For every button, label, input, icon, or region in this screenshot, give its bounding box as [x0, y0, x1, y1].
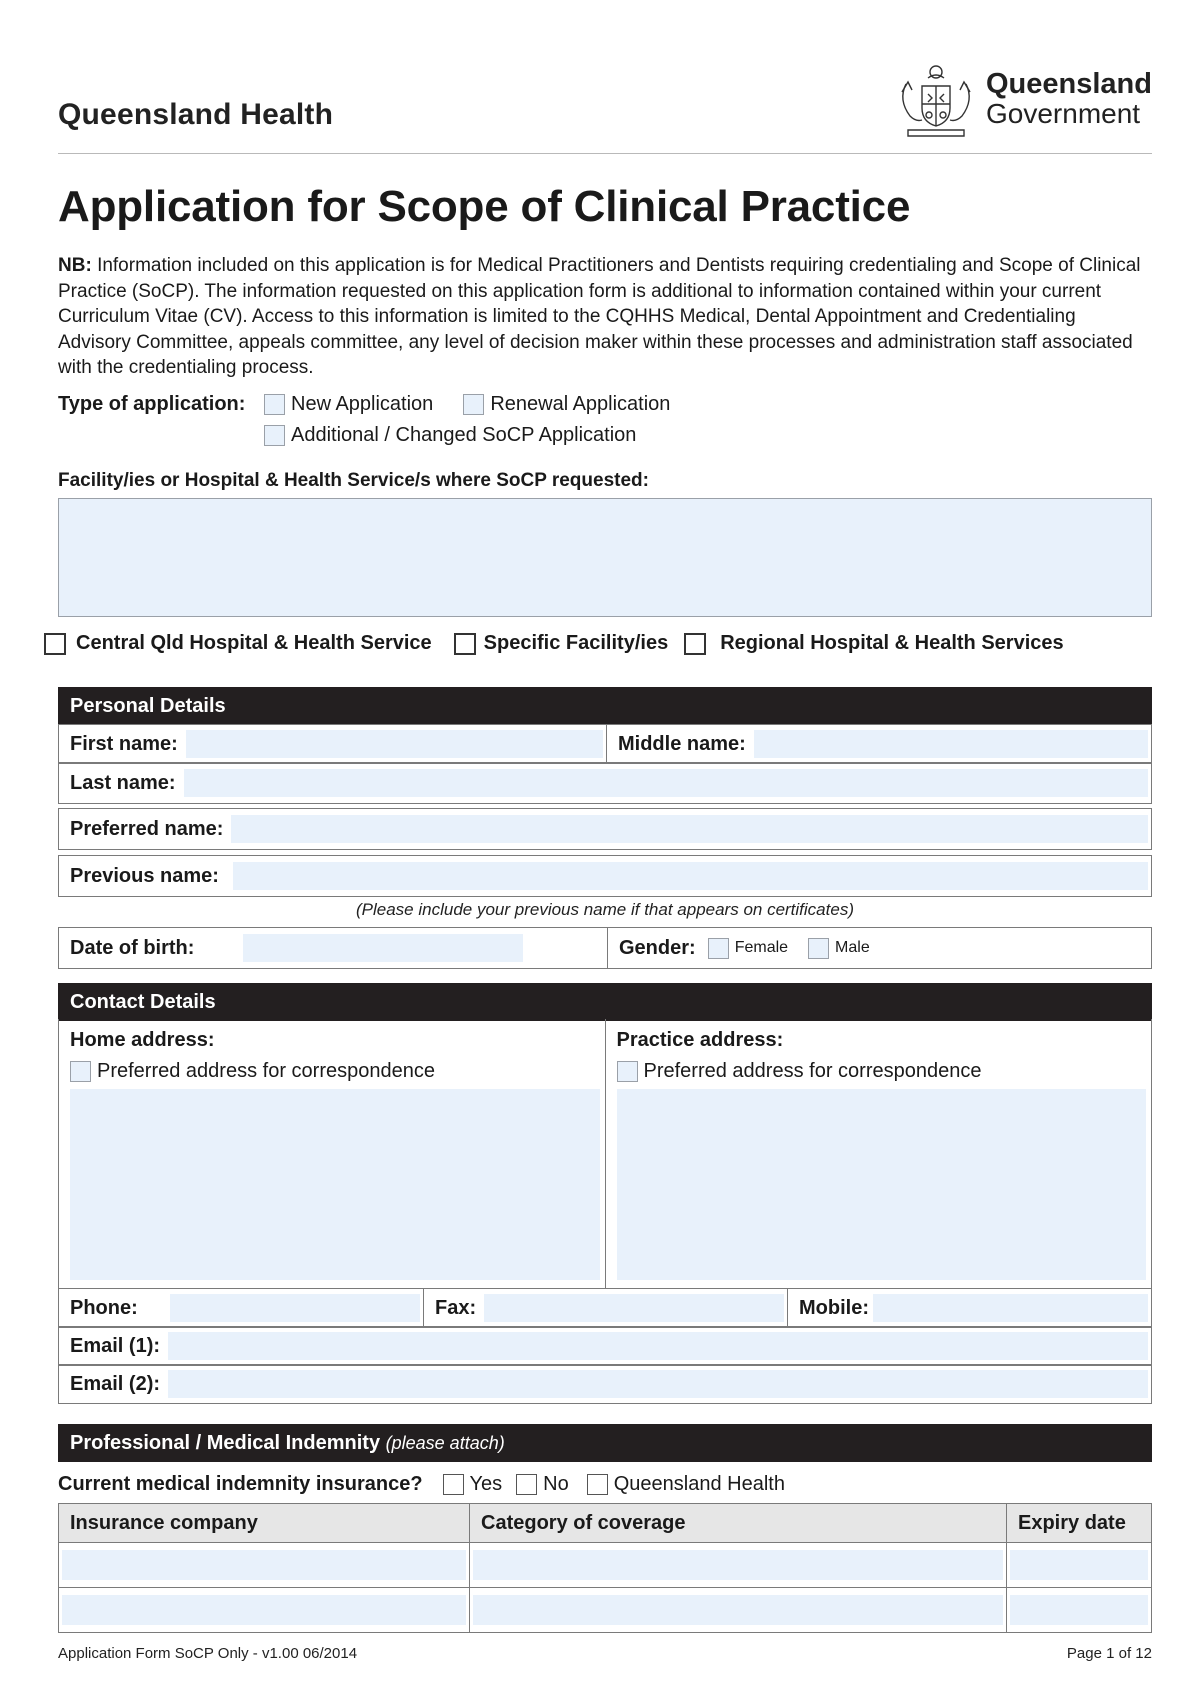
- option-label: Preferred address for correspondence: [97, 1060, 435, 1082]
- col-insurance-company: Insurance company: [59, 1504, 470, 1543]
- checkbox-additional-application[interactable]: [264, 425, 285, 446]
- insurance-company-input[interactable]: [62, 1550, 466, 1580]
- practice-address-label: Practice address:: [616, 1029, 784, 1051]
- first-name-label: First name:: [70, 732, 178, 755]
- last-name-row: [58, 762, 1152, 804]
- option-label: No: [543, 1473, 569, 1495]
- checkbox-renewal-application[interactable]: [463, 394, 484, 415]
- option-queensland-health[interactable]: [587, 1473, 785, 1496]
- option-label: Additional / Changed SoCP Application: [291, 424, 637, 446]
- phone-row: [58, 1288, 1152, 1328]
- table-row: [59, 1588, 1152, 1633]
- checkbox-queensland-health[interactable]: [587, 1474, 608, 1495]
- col-category-coverage: Category of coverage: [470, 1504, 1007, 1543]
- mobile-input[interactable]: [873, 1294, 1148, 1322]
- option-label: Preferred address for correspondence: [643, 1060, 982, 1082]
- nb-label: NB:: [58, 255, 92, 276]
- col-expiry-date: Expiry date: [1007, 1504, 1152, 1543]
- table-row: [59, 1543, 1152, 1588]
- indemnity-heading: [58, 1424, 1152, 1462]
- checkbox-male[interactable]: [808, 938, 829, 959]
- form-version: Application Form SoCP Only - v1.00 06/2014: [58, 1645, 358, 1662]
- facility-label-row: [58, 470, 649, 492]
- preferred-name-row: [58, 808, 1152, 850]
- queensland-government-logo: [892, 56, 1152, 142]
- previous-name-input[interactable]: [233, 862, 1148, 890]
- middle-name-input[interactable]: [754, 730, 1148, 758]
- home-address-label: Home address:: [70, 1029, 215, 1051]
- checkbox-specific-facility[interactable]: [454, 633, 476, 655]
- gov-line1: Queensland: [986, 68, 1152, 100]
- option-male[interactable]: [808, 938, 870, 959]
- option-central-qld[interactable]: [44, 632, 432, 655]
- contact-details-heading: Contact Details: [58, 983, 1152, 1021]
- application-type-row-2: [264, 424, 668, 447]
- first-name-input[interactable]: [186, 730, 603, 758]
- checkbox-practice-preferred[interactable]: [617, 1061, 638, 1082]
- checkbox-new-application[interactable]: [264, 394, 285, 415]
- option-label: Specific Facility/ies: [483, 632, 669, 654]
- indemnity-heading-note: (please attach): [385, 1433, 505, 1453]
- home-address-input[interactable]: [70, 1089, 600, 1280]
- option-label: Male: [835, 939, 870, 956]
- insurance-header-row: [59, 1504, 1152, 1543]
- option-female[interactable]: [708, 938, 788, 959]
- expiry-date-input[interactable]: [1010, 1595, 1148, 1625]
- gender-label: Gender:: [619, 936, 696, 959]
- email2-label: Email (2):: [70, 1372, 161, 1395]
- application-type-row: [58, 393, 702, 416]
- application-type-label: Type of application:: [58, 393, 246, 415]
- mobile-label: Mobile:: [799, 1296, 869, 1319]
- previous-name-label: Previous name:: [70, 864, 219, 887]
- option-no[interactable]: [516, 1473, 569, 1496]
- facility-input[interactable]: [58, 498, 1152, 617]
- nb-text: Information included on this application is for Medical Practitioners and Dentists requiring credentialing and Scope of Clinical Practice (SoCP). The information requested on this application form is additional to information contained within your current Curriculum Vitae (CV). Access to this information is limited to the CQHHS Medical, Dental Appointment and Credentialing Advisory Committee, appeals committee, any level of decision maker within these processes and administration staff associated with the credentialing process.: [58, 255, 1141, 378]
- practice-preferred-option[interactable]: [617, 1060, 1142, 1083]
- middle-name-label: Middle name:: [618, 732, 746, 755]
- option-yes[interactable]: [443, 1473, 503, 1496]
- last-name-label: Last name:: [70, 771, 176, 794]
- indemnity-heading-text: Professional / Medical Indemnity: [70, 1432, 381, 1454]
- phone-label: Phone:: [70, 1296, 138, 1319]
- address-block: [58, 1019, 1152, 1289]
- email2-row: [58, 1364, 1152, 1404]
- home-address-column: [59, 1019, 605, 1288]
- option-label: Female: [734, 939, 789, 956]
- option-label: Yes: [469, 1473, 503, 1495]
- dob-input[interactable]: [243, 934, 523, 962]
- page-title: Application for Scope of Clinical Practice: [58, 182, 911, 231]
- expiry-date-input[interactable]: [1010, 1550, 1148, 1580]
- category-coverage-input[interactable]: [473, 1595, 1003, 1625]
- facility-options-row: [44, 632, 1096, 655]
- email1-label: Email (1):: [70, 1334, 161, 1357]
- indemnity-question: Current medical indemnity insurance?: [58, 1473, 423, 1495]
- indemnity-question-row: [58, 1473, 817, 1496]
- fax-input[interactable]: [484, 1294, 784, 1322]
- personal-details-heading: Personal Details: [58, 687, 1152, 725]
- checkbox-yes[interactable]: [443, 1474, 464, 1495]
- previous-name-row: [58, 855, 1152, 897]
- option-additional-application[interactable]: [264, 424, 636, 447]
- dob-label: Date of birth:: [70, 936, 195, 959]
- checkbox-central-qld[interactable]: [44, 633, 66, 655]
- insurance-company-input[interactable]: [62, 1595, 466, 1625]
- practice-address-input[interactable]: [617, 1089, 1147, 1280]
- gov-line2: Government: [986, 98, 1141, 129]
- page-number: Page 1 of 12: [1066, 1645, 1152, 1662]
- option-new-application[interactable]: [264, 393, 433, 416]
- page-header: [58, 0, 1152, 154]
- checkbox-home-preferred[interactable]: [70, 1061, 91, 1082]
- fax-label: Fax:: [435, 1296, 477, 1319]
- option-label: Queensland Health: [613, 1473, 785, 1495]
- form-page: [58, 0, 1152, 1662]
- queensland-health-title: Queensland Health: [58, 98, 334, 131]
- previous-name-hint: (Please include your previous name if that appears on certificates): [356, 900, 854, 919]
- option-renewal-application[interactable]: [463, 393, 670, 416]
- preferred-name-label: Preferred name:: [70, 817, 224, 840]
- email1-row: [58, 1326, 1152, 1366]
- checkbox-female[interactable]: [708, 938, 729, 959]
- nb-paragraph: [58, 253, 1152, 381]
- name-row: [58, 724, 1152, 764]
- checkbox-no[interactable]: [516, 1474, 537, 1495]
- last-name-input[interactable]: [184, 769, 1148, 797]
- option-label: New Application: [291, 393, 434, 415]
- page-footer: [58, 1645, 1152, 1662]
- category-coverage-input[interactable]: [473, 1550, 1003, 1580]
- preferred-name-input[interactable]: [231, 815, 1148, 843]
- facility-label: Facility/ies or Hospital & Health Service/s where SoCP requested:: [58, 470, 649, 491]
- option-label: Renewal Application: [490, 393, 671, 415]
- option-specific-facility[interactable]: [454, 632, 669, 655]
- practice-address-column: [605, 1019, 1152, 1288]
- email2-input[interactable]: [168, 1370, 1148, 1398]
- checkbox-regional-hhs[interactable]: [684, 633, 706, 655]
- phone-input[interactable]: [170, 1294, 420, 1322]
- email1-input[interactable]: [168, 1332, 1148, 1360]
- insurance-table: [58, 1503, 1152, 1633]
- option-label: Central Qld Hospital & Health Service: [76, 632, 432, 654]
- coat-of-arms-icon: [892, 56, 980, 142]
- home-preferred-option[interactable]: [70, 1060, 595, 1083]
- dob-gender-row: [58, 927, 1152, 969]
- option-regional-hhs[interactable]: [684, 632, 1063, 655]
- option-label: Regional Hospital & Health Services: [720, 632, 1064, 654]
